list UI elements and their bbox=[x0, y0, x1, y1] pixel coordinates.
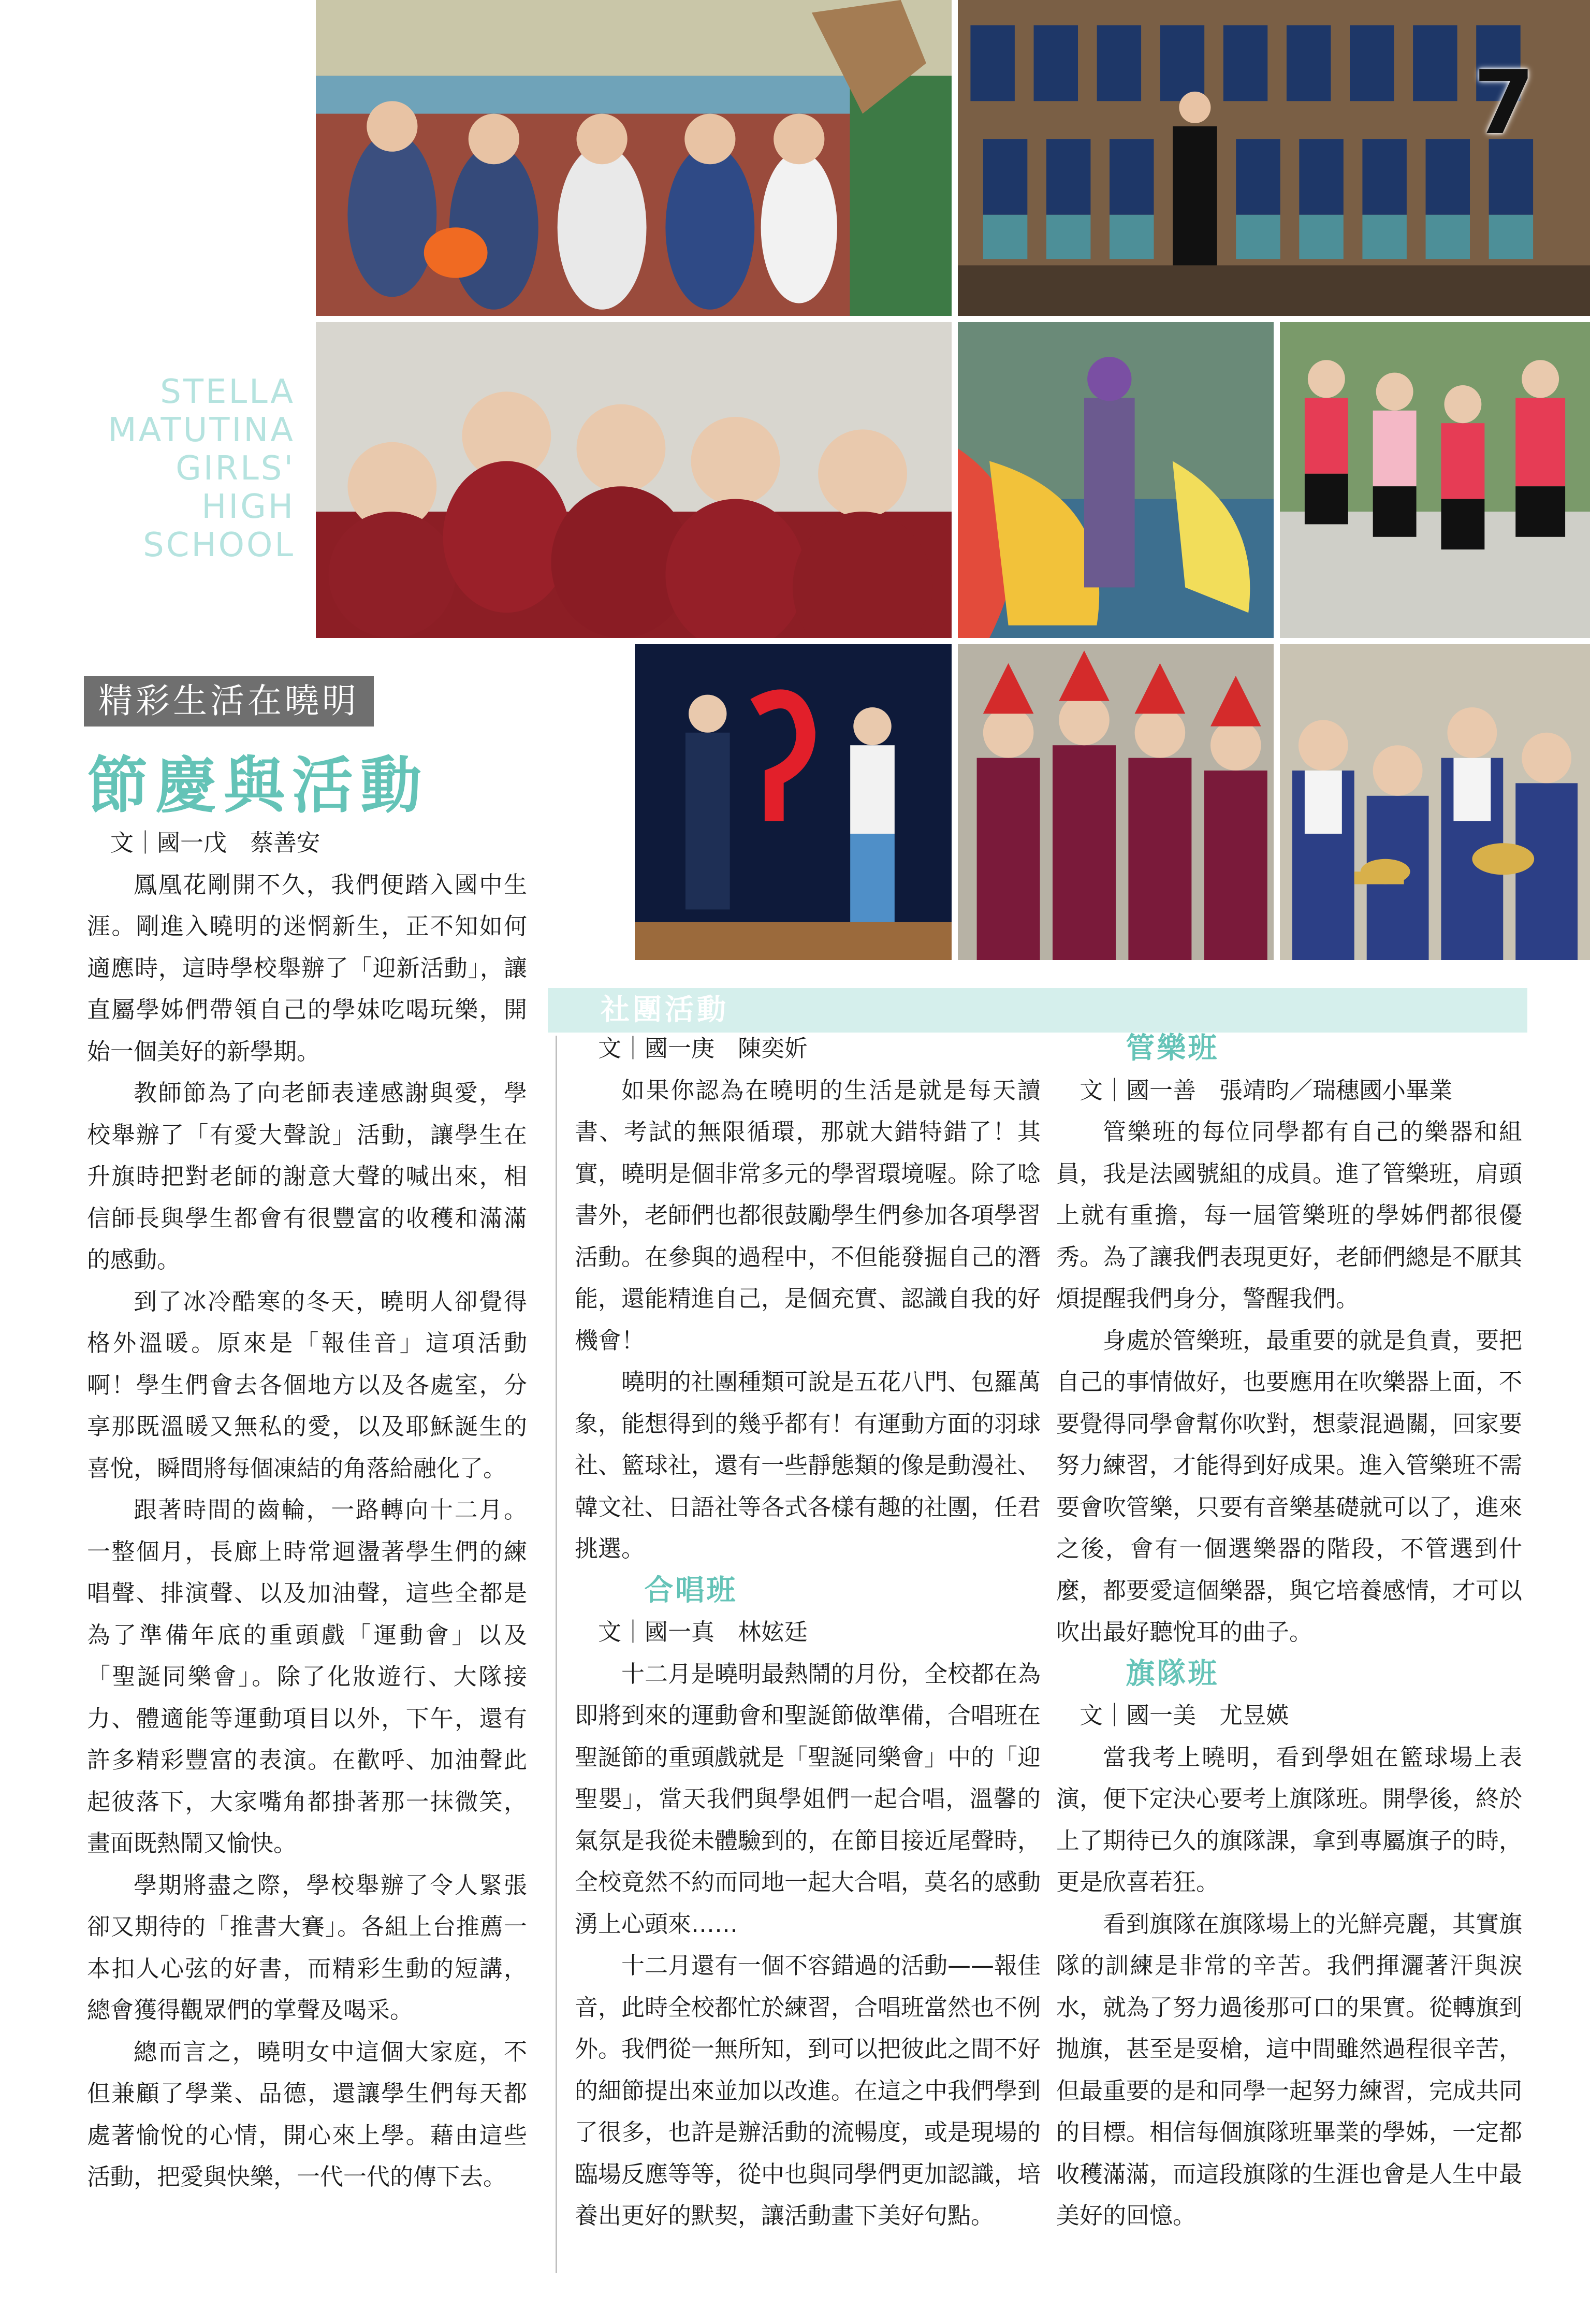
subheading-flag-team: 旗隊班 bbox=[1126, 1657, 1219, 1691]
byline: 文｜國一美 尤昱媖 bbox=[1080, 1702, 1290, 1729]
paragraph: 看到旗隊在旗隊場上的光鮮亮麗，其實旗隊的訓練是非常的辛苦。我們揮灑著汗與淚水，就為了努力過後那可口的果實。從轉旗到拋旗，甚至是耍槍，這中間雖然過程很辛苦，但最重要的是和同學一起努力練習，完成共同的目標。相信每個旗隊班畢業的學姊，一定都收穫滿滿，而這段旗隊的生涯也會是人生中最美好的回憶。 bbox=[1056, 1910, 1523, 2229]
column-divider bbox=[556, 1036, 557, 2273]
school-name-line: STELLA bbox=[160, 373, 295, 411]
column-clubs bbox=[575, 1028, 1041, 2237]
byline: 文｜國一真 林妶廷 bbox=[598, 1618, 808, 1646]
photo-band-students bbox=[316, 322, 952, 638]
paragraph: 管樂班的每位同學都有自己的樂器和組員，我是法國號組的成員。進了管樂班，肩頭上就有重擔，每一屆管樂班的學姊們都很優秀。為了讓我們表現更好，老師們總是不厭其煩提醒我們身分，警醒我們。 bbox=[1056, 1118, 1523, 1312]
photo-costume-parade bbox=[316, 0, 952, 316]
school-name-line: SCHOOL bbox=[143, 526, 295, 564]
page-number: 7 bbox=[1473, 52, 1535, 154]
club-section-title: 社團活動 bbox=[601, 993, 729, 1027]
paragraph: 當我考上曉明，看到學姐在籃球場上表演，便下定決心要考上旗隊班。開學後，終於上了期待已久的旗隊課，拿到專屬旗子的時，更是欣喜若狂。 bbox=[1056, 1743, 1523, 1896]
section-label: 精彩生活在曉明 bbox=[84, 676, 374, 727]
paragraph: 十二月還有一個不容錯過的活動——報佳音，此時全校都忙於練習，合唱班當然也不例外。我們從一無所知，到可以把彼此之間不好的細節提出來並加以改進。在這之中我們學到了很多，也許是辦活動的流暢度，或是現場的臨場反應等等，從中也與同學們更加認識，培養出更好的默契，讓活動畫下美好句點。 bbox=[575, 1952, 1041, 2229]
photo-choir-performance bbox=[958, 0, 1590, 316]
subheading-wind-band: 管樂班 bbox=[1126, 1032, 1219, 1065]
page-title: 節慶與活動 bbox=[87, 750, 429, 821]
paragraph: 到了冰冷酷寒的冬天，曉明人卻覺得格外溫暖。原來是「報佳音」這項活動啊！學生們會去各個地方以及各處室，分享那既溫暖又無私的愛，以及耶穌誕生的喜悅，瞬間將每個凍結的角落給融化了。 bbox=[87, 1287, 527, 1482]
photo-relay-race bbox=[1280, 322, 1590, 638]
paragraph: 總而言之，曉明女中這個大家庭，不但兼顧了學業、品德，還讓學生們每天都處著愉悅的心情，開心來上學。藉由這些活動，把愛與快樂，一代一代的傳下去。 bbox=[87, 2038, 527, 2190]
paragraph: 身處於管樂班，最重要的就是負責，要把自己的事情做好，也要應用在吹樂器上面，不要覺得同學會幫你吹對，想蒙混過關，回家要努力練習，才能得到好成果。進入管樂班不需要會吹管樂，只要有音樂基礎就可以了，進來之後，會有一個選樂器的階段，不管選到什麼，都要愛這個樂器，與它培養感情，才可以吹出最好聽悅耳的曲子。 bbox=[1056, 1326, 1523, 1646]
paragraph: 十二月是曉明最熱鬧的月份，全校都在為即將到來的運動會和聖誕節做準備，合唱班在聖誕節的重頭戲就是「聖誕同樂會」中的「迎聖嬰」，當天我們與學姐們一起合唱，溫馨的氣氛是我從未體驗到的，在節目接近尾聲時，全校竟然不約而同地一起大合唱，莫名的感動湧上心頭來…… bbox=[575, 1660, 1041, 1938]
byline: 文｜國一庚 陳奕妡 bbox=[598, 1035, 808, 1062]
byline: 文｜國一戊 蔡善安 bbox=[110, 829, 320, 856]
photo-book-talk-stage bbox=[635, 644, 952, 960]
paragraph: 如果你認為在曉明的生活是就是每天讀書、考試的無限循環，那就大錯特錯了！其實，曉明是個非常多元的學習環境喔。除了唸書外，老師們也都很鼓勵學生們參加各項學習活動。在參與的過程中，不但能發掘自己的潛能，還能精進自己，是個充實、認識自我的好機會！ bbox=[575, 1076, 1041, 1354]
photo-christmas-carolers bbox=[958, 644, 1274, 960]
school-name-line: GIRLS' bbox=[176, 449, 295, 488]
column-band-flag bbox=[1056, 1028, 1522, 2237]
school-name-line: MATUTINA bbox=[108, 411, 295, 449]
subheading-choir: 合唱班 bbox=[644, 1573, 738, 1607]
paragraph: 曉明的社團種類可說是五花八門、包羅萬象，能想得到的幾乎都有！有運動方面的羽球社、籃球社，還有一些靜態類的像是動漫社、韓文社、日語社等各式各樣有趣的社團，任君挑選。 bbox=[575, 1368, 1041, 1562]
photo-brass-band bbox=[1280, 644, 1590, 960]
paragraph: 教師節為了向老師表達感謝與愛，學校舉辦了「有愛大聲說」活動，讓學生在升旗時把對老師的謝意大聲的喊出來，相信師長與學生都會有很豐富的收穫和滿滿的感動。 bbox=[87, 1079, 527, 1273]
paragraph: 跟著時間的齒輪，一路轉向十二月。一整個月，長廊上時常迴盪著學生們的練唱聲、排演聲、以及加油聲，這些全都是為了準備年底的重頭戲「運動會」以及「聖誕同樂會」。除了化妝遊行、大隊接力、體適能等運動項目以外，下午，還有許多精彩豐富的表演。在歡呼、加油聲此起彼落下，大家嘴角都掛著那一抹微笑，畫面既熱鬧又愉快。 bbox=[87, 1496, 527, 1857]
school-name bbox=[78, 373, 295, 564]
photo-flag-dance bbox=[958, 322, 1274, 638]
article-festivals bbox=[87, 822, 527, 2198]
school-name-line: HIGH bbox=[201, 488, 295, 526]
paragraph: 鳳凰花剛開不久，我們便踏入國中生涯。剛進入曉明的迷惘新生，正不知如何適應時，這時學校舉辦了「迎新活動」，讓直屬學姊們帶領自己的學妹吃喝玩樂，開始一個美好的新學期。 bbox=[87, 870, 527, 1065]
paragraph: 學期將盡之際，學校舉辦了令人緊張卻又期待的「推書大賽」。各組上台推薦一本扣人心弦的好書，而精彩生動的短講，總會獲得觀眾們的掌聲及喝采。 bbox=[87, 1871, 527, 2024]
byline: 文｜國一善 張靖昀／瑞穗國小畢業 bbox=[1080, 1076, 1453, 1104]
